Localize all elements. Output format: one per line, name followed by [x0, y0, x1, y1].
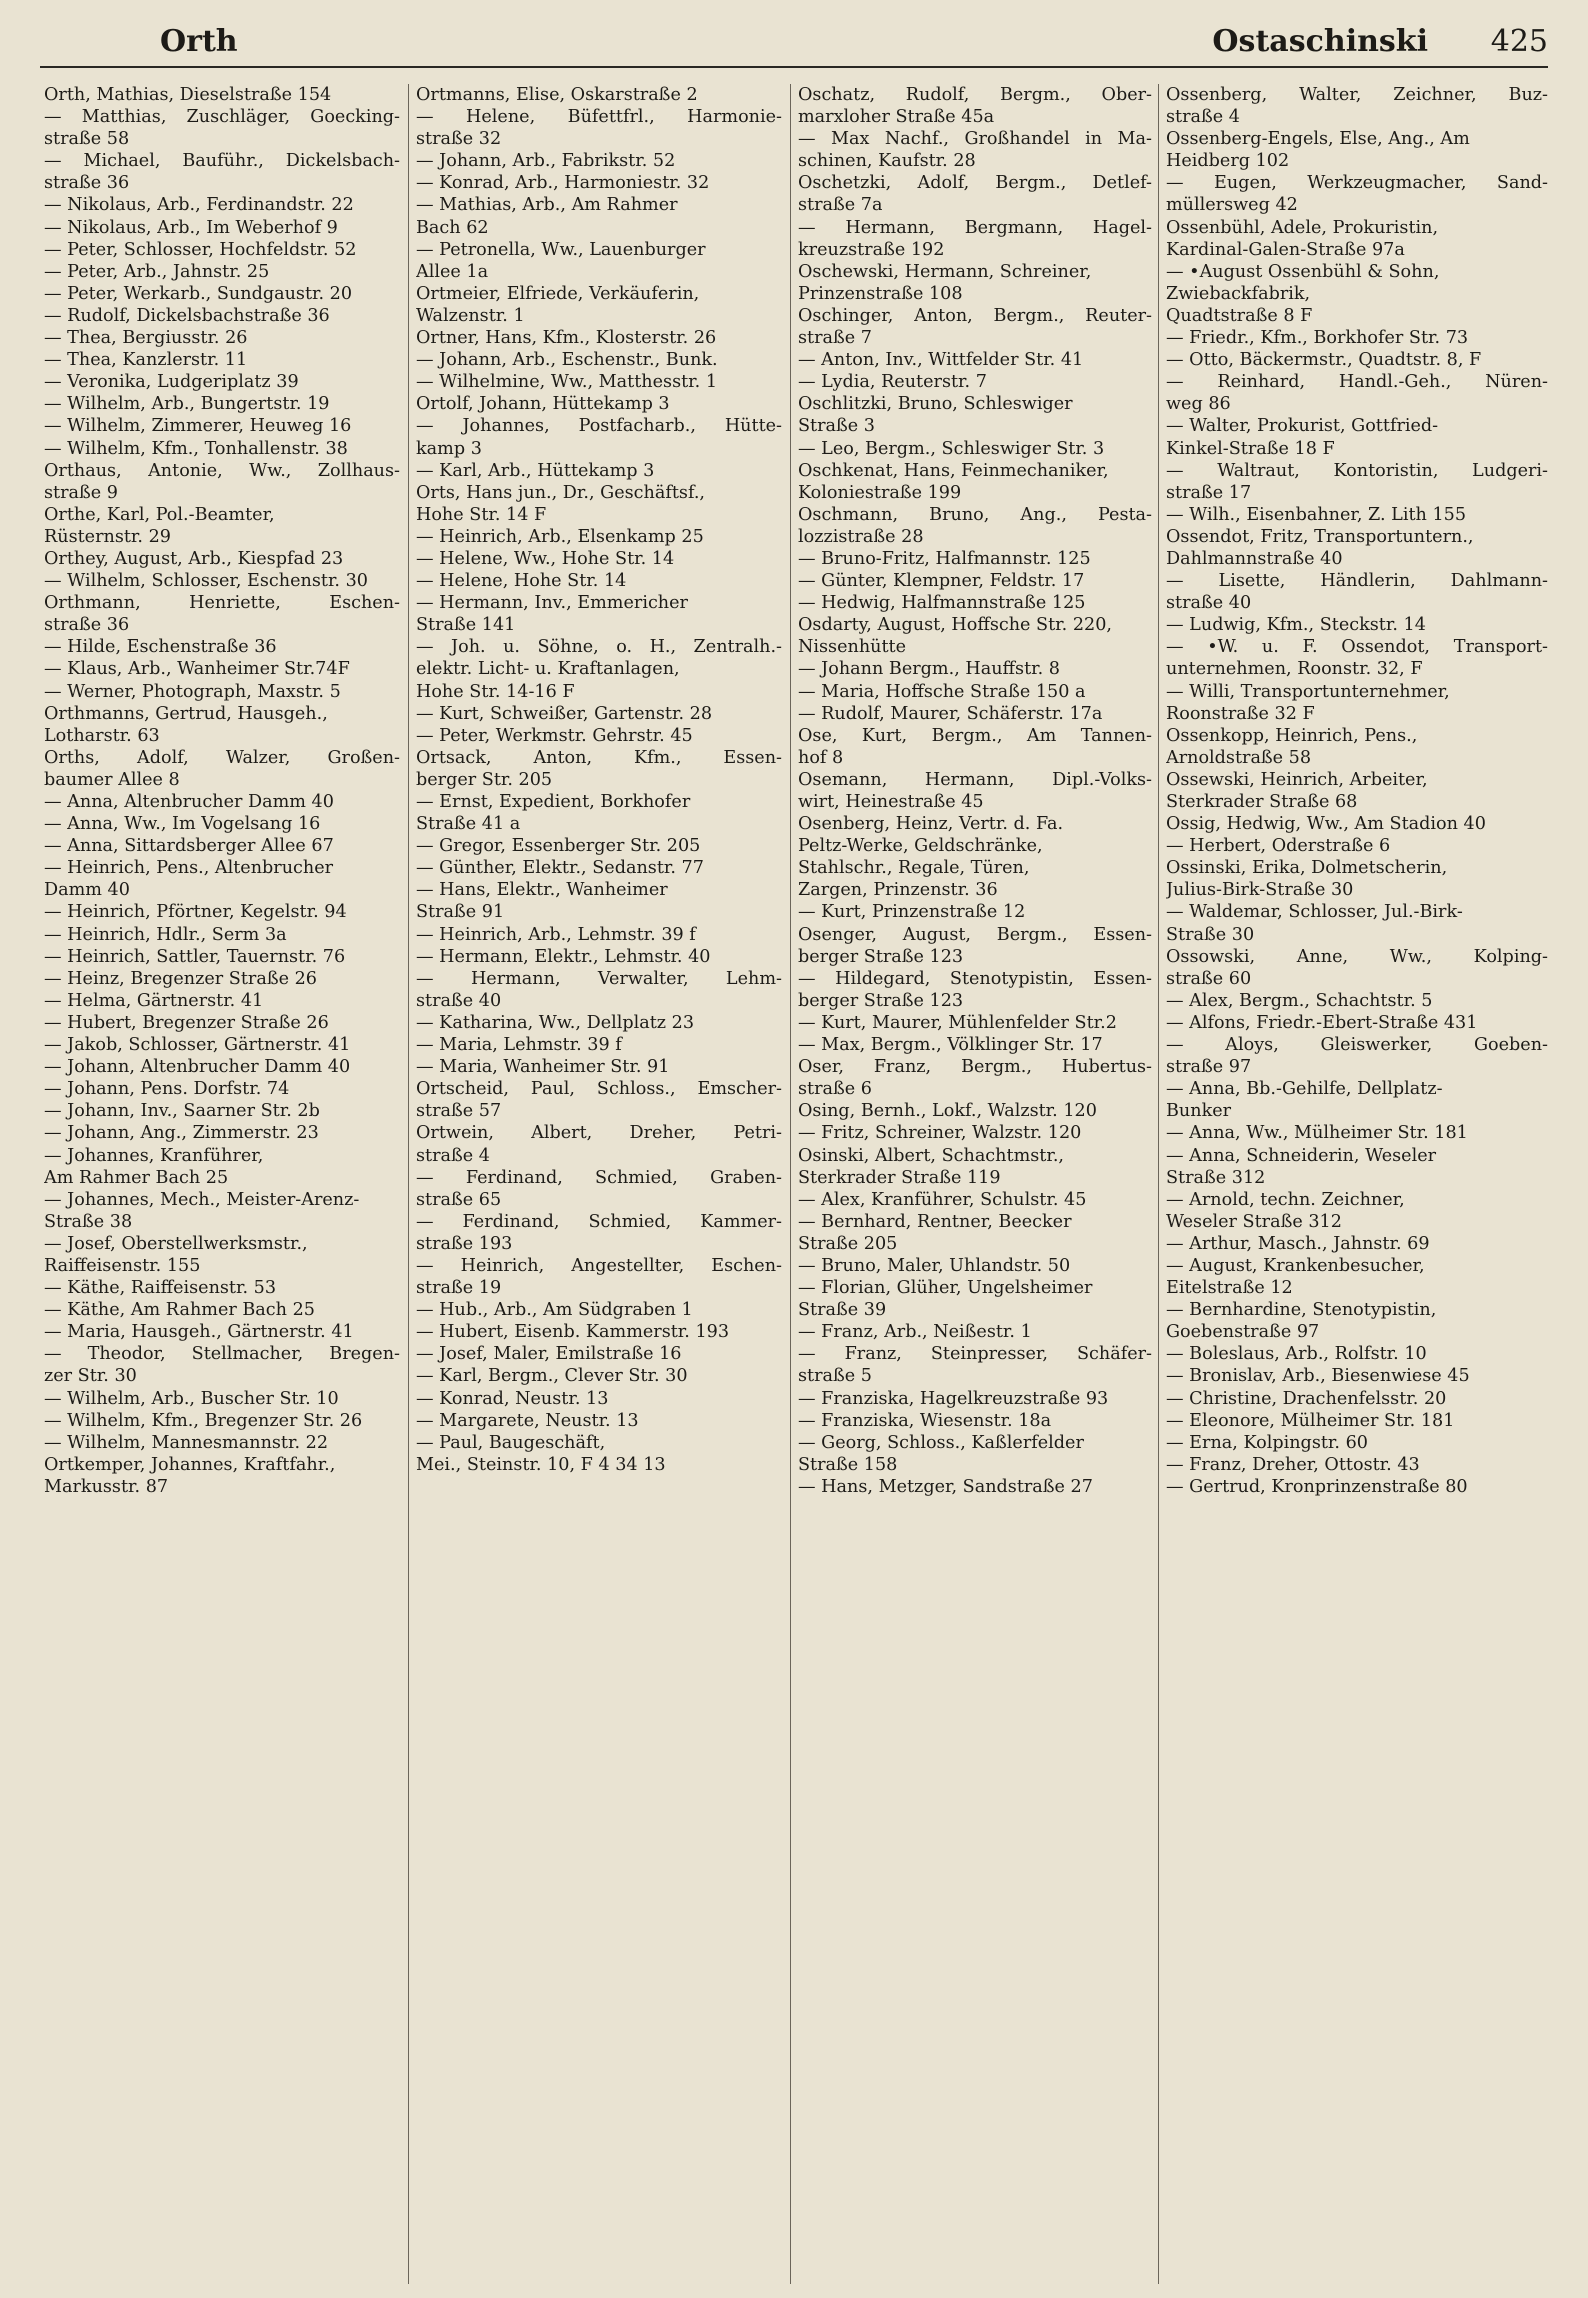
directory-entry-line: — Hub., Arb., Am Südgraben 1 — [416, 1300, 693, 1321]
directory-entry-line: — Hermann, Inv., Emmericher — [416, 593, 688, 614]
directory-entry-line: — Maria, Lehmstr. 39 f — [416, 1035, 622, 1056]
directory-entry-line: Straße 141 — [416, 615, 516, 636]
directory-entry-line: straße 97 — [1166, 1057, 1252, 1078]
directory-entry-line: Ossewski, Heinrich, Arbeiter, — [1166, 769, 1428, 790]
directory-entry-line: — Günther, Elektr., Sedanstr. 77 — [416, 858, 704, 879]
directory-entry-line: — Wilhelm, Arb., Buscher Str. 10 — [44, 1388, 339, 1409]
directory-entry-line: Osdarty, August, Hoffsche Str. 220, — [798, 615, 1112, 636]
directory-entry-line: Straße 41 a — [416, 814, 521, 835]
directory-entry-line: — Wilh., Eisenbahner, Z. Lith 155 — [1166, 504, 1467, 525]
directory-entry-line: Bach 62 — [416, 217, 489, 238]
directory-entry-line: — Ferdinand, Schmied, Kammer- — [416, 1211, 782, 1232]
directory-entry-line: — Gertrud, Kronprinzenstraße 80 — [1166, 1476, 1468, 1497]
directory-entry-line: — Christine, Drachenfelsstr. 20 — [1166, 1388, 1447, 1409]
directory-entry-line: weg 86 — [1166, 394, 1231, 415]
directory-entry-line: Kardinal-Galen-Straße 97a — [1166, 239, 1405, 260]
directory-entry-line: — Wilhelm, Arb., Bungertstr. 19 — [44, 394, 330, 415]
directory-entry-line: Ortsack, Anton, Kfm., Essen- — [416, 747, 782, 768]
directory-entry-line: straße 7 — [798, 328, 872, 349]
directory-entry-line: Orthey, August, Arb., Kiespfad 23 — [44, 548, 344, 569]
directory-entry-line: Oschinger, Anton, Bergm., Reuter- — [798, 305, 1152, 326]
directory-entry-line: Straße 91 — [416, 902, 505, 923]
directory-entry-line: müllersweg 42 — [1166, 195, 1298, 216]
directory-entry-line: — Peter, Schlosser, Hochfeldstr. 52 — [44, 239, 357, 260]
directory-entry-line: Arnoldstraße 58 — [1166, 747, 1312, 768]
directory-entry-line: — Johann, Altenbrucher Damm 40 — [44, 1057, 351, 1078]
directory-entry-line: — Franziska, Wiesenstr. 18a — [798, 1410, 1052, 1431]
directory-entry-line: — Alex, Bergm., Schachtstr. 5 — [1166, 990, 1433, 1011]
directory-entry-line: — Mathias, Arb., Am Rahmer — [416, 195, 678, 216]
directory-entry-line: — Heinrich, Hdlr., Serm 3a — [44, 924, 287, 945]
directory-entry-line: — Käthe, Am Rahmer Bach 25 — [44, 1300, 315, 1321]
directory-entry-line: — Werner, Photograph, Maxstr. 5 — [44, 681, 341, 702]
directory-entry-line: — Johannes, Mech., Meister-Arenz- — [44, 1189, 360, 1210]
directory-entry-line: — Johann, Inv., Saarner Str. 2b — [44, 1101, 320, 1122]
directory-entry-line: straße 6 — [798, 1079, 872, 1100]
directory-entry-line: Ortkemper, Johannes, Kraftfahr., — [44, 1454, 336, 1475]
directory-entry-line: — Johann, Pens. Dorfstr. 74 — [44, 1079, 290, 1100]
page-number: 425 — [1490, 24, 1548, 59]
directory-entry-line: — Anna, Schneiderin, Weseler — [1166, 1145, 1437, 1166]
directory-entry-line: — Helene, Hohe Str. 14 — [416, 571, 627, 592]
directory-entry-line: Oschkenat, Hans, Feinmechaniker, — [798, 460, 1109, 481]
directory-entry-line: — Josef, Oberstellwerksmstr., — [44, 1233, 308, 1254]
directory-entry-line: — Maria, Hausgeh., Gärtnerstr. 41 — [44, 1322, 354, 1343]
directory-entry-line: — Anna, Ww., Im Vogelsang 16 — [44, 814, 321, 835]
directory-entry-line: Oser, Franz, Bergm., Hubertus- — [798, 1057, 1152, 1078]
directory-entry-line: — Waltraut, Kontoristin, Ludgeri- — [1166, 460, 1548, 481]
directory-entry-line: — Klaus, Arb., Wanheimer Str.74F — [44, 659, 350, 680]
directory-entry-line: — Reinhard, Handl.-Geh., Nüren- — [1166, 372, 1548, 393]
directory-entry-line: — Friedr., Kfm., Borkhofer Str. 73 — [1166, 328, 1469, 349]
directory-entry-line: — Heinrich, Angestellter, Eschen- — [416, 1255, 782, 1276]
directory-entry-line: — Katharina, Ww., Dellplatz 23 — [416, 1012, 695, 1033]
directory-entry-line: straße 40 — [416, 990, 502, 1011]
directory-entry-line: — Heinrich, Sattler, Tauernstr. 76 — [44, 946, 346, 967]
directory-entry-line: Julius-Birk-Straße 30 — [1166, 880, 1354, 901]
directory-entry-line: — Waldemar, Schlosser, Jul.-Birk- — [1166, 902, 1463, 923]
directory-entry-line: Weseler Straße 312 — [1166, 1211, 1342, 1232]
directory-entry-line: baumer Allee 8 — [44, 769, 180, 790]
directory-entry-line: — Heinrich, Pens., Altenbrucher — [44, 858, 334, 879]
directory-entry-line: — •W. u. F. Ossendot, Transport- — [1166, 637, 1548, 658]
directory-entry-line: Oschlitzki, Bruno, Schleswiger — [798, 394, 1073, 415]
directory-entry-line: Oschewski, Hermann, Schreiner, — [798, 261, 1092, 282]
directory-entry-line: — Karl, Bergm., Clever Str. 30 — [416, 1366, 688, 1387]
directory-entry-line: Ossinski, Erika, Dolmetscherin, — [1166, 858, 1448, 879]
directory-entry-line: — Anna, Ww., Mülheimer Str. 181 — [1166, 1123, 1468, 1144]
directory-entry-line: Zwiebackfabrik, — [1166, 283, 1311, 304]
directory-entry-line: Orts, Hans jun., Dr., Geschäftsf., — [416, 482, 706, 503]
directory-entry-line: Koloniestraße 199 — [798, 482, 962, 503]
directory-entry-line: — Leo, Bergm., Schleswiger Str. 3 — [798, 438, 1105, 459]
directory-entry-line: — Johann, Arb., Eschenstr., Bunk. — [416, 350, 718, 371]
running-head-first-entry: Orth — [160, 24, 238, 59]
directory-entry-line: berger Straße 123 — [798, 946, 964, 967]
directory-column-3 — [798, 84, 1152, 2284]
directory-entry-line: — Alfons, Friedr.-Ebert-Straße 431 — [1166, 1012, 1478, 1033]
directory-entry-line: Orth, Mathias, Dieselstraße 154 — [44, 85, 332, 105]
directory-entry-line: straße 19 — [416, 1278, 502, 1299]
directory-entry-line: Oschmann, Bruno, Ang., Pesta- — [798, 504, 1152, 525]
directory-entry-line: — Anna, Sittardsberger Allee 67 — [44, 836, 334, 857]
directory-entry-line: kreuzstraße 192 — [798, 239, 945, 260]
directory-entry-line: Walzenstr. 1 — [416, 305, 525, 326]
directory-entry-line: — Hubert, Eisenb. Kammerstr. 193 — [416, 1322, 730, 1343]
directory-entry-line: Straße 3 — [798, 416, 875, 437]
directory-entry-line: straße 4 — [416, 1145, 490, 1166]
directory-entry-line: — Max, Bergm., Völklinger Str. 17 — [798, 1035, 1103, 1056]
directory-entry-line: Peltz-Werke, Geldschränke, — [798, 836, 1043, 857]
directory-entry-line: — Hildegard, Stenotypistin, Essen- — [798, 968, 1152, 989]
directory-entry-line: straße 17 — [1166, 482, 1252, 503]
directory-entry-line: — Franziska, Hagelkreuzstraße 93 — [798, 1388, 1109, 1409]
directory-entry-line: — Kurt, Prinzenstraße 12 — [798, 902, 1026, 923]
directory-entry-line: — Anton, Inv., Wittfelder Str. 41 — [798, 350, 1084, 371]
directory-entry-line: Ortwein, Albert, Dreher, Petri- — [416, 1123, 782, 1144]
directory-entry-line: — Hans, Metzger, Sandstraße 27 — [798, 1476, 1093, 1497]
directory-entry-line: schinen, Kaufstr. 28 — [798, 151, 976, 172]
directory-entry-line: Ossenberg-Engels, Else, Ang., Am — [1166, 129, 1470, 150]
directory-entry-line: — Arthur, Masch., Jahnstr. 69 — [1166, 1233, 1430, 1254]
directory-entry-line: straße 9 — [44, 482, 118, 503]
directory-entry-line: — Hermann, Elektr., Lehmstr. 40 — [416, 946, 711, 967]
directory-entry-line: elektr. Licht- u. Kraftanlagen, — [416, 659, 680, 680]
directory-entry-line: Orthmann, Henriette, Eschen- — [44, 593, 400, 614]
directory-entry-line: Stahlschr., Regale, Türen, — [798, 858, 1030, 879]
directory-entry-line: — Ludwig, Kfm., Steckstr. 14 — [1166, 615, 1426, 636]
directory-entry-line: — Hubert, Bregenzer Straße 26 — [44, 1012, 329, 1033]
directory-entry-line: Hohe Str. 14-16 F — [416, 681, 575, 702]
directory-entry-line: zer Str. 30 — [44, 1366, 137, 1387]
directory-entry-line: Ortmeier, Elfriede, Verkäuferin, — [416, 283, 700, 304]
directory-entry-line: — Eleonore, Mülheimer Str. 181 — [1166, 1410, 1455, 1431]
directory-entry-line: straße 5 — [798, 1366, 872, 1387]
directory-entry-line: Straße 39 — [798, 1300, 887, 1321]
directory-entry-line: — Johann, Ang., Zimmerstr. 23 — [44, 1123, 319, 1144]
directory-entry-line: — Boleslaus, Arb., Rolfstr. 10 — [1166, 1344, 1427, 1365]
column-divider — [1158, 84, 1159, 2284]
directory-entry-line: Orthe, Karl, Pol.-Beamter, — [44, 504, 275, 525]
directory-entry-line: — Peter, Werkarb., Sundgaustr. 20 — [44, 283, 353, 304]
directory-entry-line: — Helene, Ww., Hohe Str. 14 — [416, 548, 675, 569]
directory-entry-line: — Matthias, Zuschläger, Goecking- — [44, 107, 400, 128]
directory-entry-line: — Thea, Kanzlerstr. 11 — [44, 350, 248, 371]
directory-entry-line: Lotharstr. 63 — [44, 725, 160, 746]
directory-entry-line: — Georg, Schloss., Kaßlerfelder — [798, 1432, 1084, 1453]
directory-entry-line: Bunker — [1166, 1101, 1232, 1122]
directory-entry-line: straße 57 — [416, 1101, 502, 1122]
directory-entry-line: Osenger, August, Bergm., Essen- — [798, 924, 1152, 945]
directory-entry-line: straße 36 — [44, 615, 130, 636]
directory-entry-line: — Maria, Hoffsche Straße 150 a — [798, 681, 1086, 702]
directory-entry-line: — Franz, Steinpresser, Schäfer- — [798, 1344, 1152, 1365]
directory-entry-line: wirt, Heinestraße 45 — [798, 792, 984, 812]
directory-entry-line: Kinkel-Straße 18 F — [1166, 438, 1335, 459]
directory-entry-line: Sterkrader Straße 119 — [798, 1167, 1001, 1188]
directory-entry-line: straße 4 — [1166, 107, 1240, 128]
directory-entry-line: — Günter, Klempner, Feldstr. 17 — [798, 571, 1085, 592]
directory-entry-line: — Aloys, Gleiswerker, Goeben- — [1166, 1035, 1548, 1056]
page-header — [40, 22, 1548, 68]
directory-entry-line: Nissenhütte — [798, 637, 907, 658]
directory-entry-line: — Bronislav, Arb., Biesenwiese 45 — [1166, 1366, 1470, 1387]
directory-entry-line: Heidberg 102 — [1166, 151, 1290, 172]
directory-entry-line: berger Straße 123 — [798, 990, 964, 1011]
directory-entry-line: Dahlmannstraße 40 — [1166, 548, 1343, 569]
directory-entry-line: Rüsternstr. 29 — [44, 526, 171, 547]
directory-entry-line: — Kurt, Maurer, Mühlenfelder Str.2 — [798, 1012, 1117, 1033]
directory-entry-line: — Wilhelmine, Ww., Matthesstr. 1 — [416, 372, 718, 393]
directory-entry-line: — Wilhelm, Kfm., Bregenzer Str. 26 — [44, 1410, 363, 1431]
directory-entry-line: Goebenstraße 97 — [1166, 1322, 1320, 1343]
directory-entry-line: Ossenberg, Walter, Zeichner, Buz- — [1166, 85, 1548, 105]
directory-entry-line: — Anna, Bb.-Gehilfe, Dellplatz- — [1166, 1079, 1443, 1100]
directory-entry-line: — Heinz, Bregenzer Straße 26 — [44, 968, 317, 989]
directory-entry-line: Sterkrader Straße 68 — [1166, 792, 1358, 812]
directory-entry-line: — Lisette, Händlerin, Dahlmann- — [1166, 571, 1548, 592]
directory-entry-line: — Rudolf, Maurer, Schäferstr. 17a — [798, 703, 1103, 724]
directory-entry-line: — Hedwig, Halfmannstraße 125 — [798, 593, 1086, 614]
directory-column-4 — [1166, 84, 1548, 2284]
directory-entry-line: — Franz, Arb., Neißestr. 1 — [798, 1322, 1032, 1343]
directory-entry-line: — Alex, Kranführer, Schulstr. 45 — [798, 1189, 1087, 1210]
directory-entry-line: — Karl, Arb., Hüttekamp 3 — [416, 460, 655, 481]
directory-entry-line: — Walter, Prokurist, Gottfried- — [1166, 416, 1439, 437]
directory-entry-line: straße 60 — [1166, 968, 1252, 989]
directory-entry-line: — Ernst, Expedient, Borkhofer — [416, 792, 691, 812]
directory-entry-line: Straße 38 — [44, 1211, 133, 1232]
directory-entry-line: — Johann, Arb., Fabrikstr. 52 — [416, 151, 676, 172]
directory-entry-line: — Ferdinand, Schmied, Graben- — [416, 1167, 782, 1188]
directory-entry-line: Hohe Str. 14 F — [416, 504, 547, 525]
directory-entry-line: hof 8 — [798, 747, 844, 768]
directory-entry-line: — Bernhardine, Stenotypistin, — [1166, 1300, 1437, 1321]
directory-entry-line: — Erna, Kolpingstr. 60 — [1166, 1432, 1368, 1453]
directory-entry-line: Ose, Kurt, Bergm., Am Tannen- — [798, 725, 1152, 746]
directory-entry-line: — Hilde, Eschenstraße 36 — [44, 637, 277, 658]
directory-entry-line: — Nikolaus, Arb., Ferdinandstr. 22 — [44, 195, 354, 216]
directory-entry-line: Ossenbühl, Adele, Prokuristin, — [1166, 217, 1439, 238]
directory-entry-line: Prinzenstraße 108 — [798, 283, 963, 304]
directory-entry-line: — Franz, Dreher, Ottostr. 43 — [1166, 1454, 1420, 1475]
directory-entry-line: — Konrad, Neustr. 13 — [416, 1388, 609, 1409]
directory-entry-line: Ossenkopp, Heinrich, Pens., — [1166, 725, 1418, 746]
directory-entry-line: — Gregor, Essenberger Str. 205 — [416, 836, 701, 857]
directory-entry-line: — Theodor, Stellmacher, Bregen- — [44, 1344, 400, 1365]
directory-entry-line: — Eugen, Werkzeugmacher, Sand- — [1166, 173, 1548, 194]
directory-entry-line: — Herbert, Oderstraße 6 — [1166, 836, 1391, 857]
directory-entry-line: straße 40 — [1166, 593, 1252, 614]
directory-entry-line: Oschatz, Rudolf, Bergm., Ober- — [798, 85, 1152, 105]
directory-entry-line: — Peter, Arb., Jahnstr. 25 — [44, 261, 270, 282]
directory-columns — [44, 84, 1548, 2284]
directory-entry-line: Am Rahmer Bach 25 — [44, 1167, 229, 1188]
directory-entry-line: — Hans, Elektr., Wanheimer — [416, 880, 668, 901]
directory-entry-line: Ossendot, Fritz, Transportuntern., — [1166, 526, 1474, 547]
directory-entry-line: — Konrad, Arb., Harmoniestr. 32 — [416, 173, 710, 194]
directory-entry-line: — Nikolaus, Arb., Im Weberhof 9 — [44, 217, 338, 238]
directory-entry-line: — Johannes, Postfacharb., Hütte- — [416, 416, 782, 437]
directory-entry-line: Orthmanns, Gertrud, Hausgeh., — [44, 703, 328, 724]
directory-entry-line: Quadtstraße 8 F — [1166, 305, 1313, 326]
directory-entry-line: — Wilhelm, Mannesmannstr. 22 — [44, 1432, 329, 1453]
directory-entry-line: — Wilhelm, Kfm., Tonhallenstr. 38 — [44, 438, 348, 459]
directory-entry-line: — Max Nachf., Großhandel in Ma- — [798, 129, 1152, 150]
directory-entry-line: Orths, Adolf, Walzer, Großen- — [44, 747, 400, 768]
directory-entry-line: Ossowski, Anne, Ww., Kolping- — [1166, 946, 1548, 967]
directory-entry-line: Roonstraße 32 F — [1166, 703, 1315, 724]
directory-entry-line: Ortolf, Johann, Hüttekamp 3 — [416, 394, 670, 415]
directory-entry-line: — Hermann, Verwalter, Lehm- — [416, 968, 782, 989]
directory-entry-line: — Wilhelm, Schlosser, Eschenstr. 30 — [44, 571, 368, 592]
directory-entry-line: — Bruno-Fritz, Halfmannstr. 125 — [798, 548, 1091, 569]
directory-entry-line: Mei., Steinstr. 10, F 4 34 13 — [416, 1454, 666, 1475]
directory-entry-line: unternehmen, Roonstr. 32, F — [1166, 659, 1423, 680]
directory-entry-line: berger Str. 205 — [416, 769, 553, 790]
directory-entry-line: straße 7a — [798, 195, 883, 216]
directory-entry-line: Ortmanns, Elise, Oskarstraße 2 — [416, 85, 698, 105]
directory-entry-line: Ortner, Hans, Kfm., Klosterstr. 26 — [416, 328, 717, 349]
directory-entry-line: — Jakob, Schlosser, Gärtnerstr. 41 — [44, 1035, 351, 1056]
directory-entry-line: — Rudolf, Dickelsbachstraße 36 — [44, 305, 330, 326]
running-head-last-entry: Ostaschinski — [1212, 24, 1428, 59]
directory-entry-line: Straße 312 — [1166, 1167, 1266, 1188]
directory-entry-line: — Paul, Baugeschäft, — [416, 1432, 606, 1453]
directory-entry-line: — Johann Bergm., Hauffstr. 8 — [798, 659, 1060, 680]
directory-entry-line: — Petronella, Ww., Lauenburger — [416, 239, 706, 260]
directory-entry-line: Damm 40 — [44, 880, 130, 901]
directory-entry-line: kamp 3 — [416, 438, 482, 459]
directory-entry-line: Osenberg, Heinz, Vertr. d. Fa. — [798, 814, 1064, 835]
directory-entry-line: — Maria, Wanheimer Str. 91 — [416, 1057, 670, 1078]
directory-entry-line: marxloher Straße 45a — [798, 107, 995, 128]
directory-entry-line: — Helene, Büfettfrl., Harmonie- — [416, 107, 782, 128]
directory-entry-line: Allee 1a — [416, 261, 489, 282]
directory-entry-line: — Fritz, Schreiner, Walzstr. 120 — [798, 1123, 1082, 1144]
directory-column-2 — [416, 84, 782, 2284]
directory-entry-line: — Kurt, Schweißer, Gartenstr. 28 — [416, 703, 713, 724]
directory-entry-line: lozzistraße 28 — [798, 526, 924, 547]
directory-entry-line: Eitelstraße 12 — [1166, 1278, 1293, 1299]
directory-entry-line: — August, Krankenbesucher, — [1166, 1255, 1425, 1276]
directory-entry-line: — Bruno, Maler, Uhlandstr. 50 — [798, 1255, 1071, 1276]
directory-entry-line: — Joh. u. Söhne, o. H., Zentralh.- — [416, 637, 782, 658]
directory-entry-line: — Käthe, Raiffeisenstr. 53 — [44, 1278, 277, 1299]
directory-entry-line: — Margarete, Neustr. 13 — [416, 1410, 639, 1431]
directory-entry-line: Oschetzki, Adolf, Bergm., Detlef- — [798, 173, 1152, 194]
directory-entry-line: — Heinrich, Arb., Elsenkamp 25 — [416, 526, 704, 547]
directory-entry-line: — Otto, Bäckermstr., Quadtstr. 8, F — [1166, 350, 1482, 371]
directory-entry-line: — Peter, Werkmstr. Gehrstr. 45 — [416, 725, 693, 746]
directory-entry-line: — Arnold, techn. Zeichner, — [1166, 1189, 1405, 1210]
column-divider — [408, 84, 409, 2284]
directory-entry-line: Raiffeisenstr. 155 — [44, 1255, 201, 1276]
directory-entry-line: Straße 30 — [1166, 924, 1255, 945]
directory-entry-line: — Thea, Bergiusstr. 26 — [44, 328, 248, 349]
directory-entry-line: straße 65 — [416, 1189, 502, 1210]
directory-entry-line: — Veronika, Ludgeriplatz 39 — [44, 372, 299, 393]
directory-entry-line: — Helma, Gärtnerstr. 41 — [44, 990, 264, 1011]
directory-entry-line: — Bernhard, Rentner, Beecker — [798, 1211, 1072, 1232]
directory-entry-line: — Josef, Maler, Emilstraße 16 — [416, 1344, 682, 1365]
directory-entry-line: — Anna, Altenbrucher Damm 40 — [44, 792, 334, 812]
directory-entry-line: Orthaus, Antonie, Ww., Zollhaus- — [44, 460, 400, 481]
directory-entry-line: Osinski, Albert, Schachtmstr., — [798, 1145, 1065, 1166]
directory-entry-line: — Johannes, Kranführer, — [44, 1145, 264, 1166]
directory-entry-line: Ossig, Hedwig, Ww., Am Stadion 40 — [1166, 814, 1486, 835]
directory-entry-line: — Heinrich, Arb., Lehmstr. 39 f — [416, 924, 696, 945]
directory-entry-line: Osemann, Hermann, Dipl.-Volks- — [798, 769, 1152, 790]
directory-entry-line: Markusstr. 87 — [44, 1476, 169, 1497]
directory-entry-line: Straße 205 — [798, 1233, 898, 1254]
directory-entry-line: Zargen, Prinzenstr. 36 — [798, 880, 998, 901]
directory-entry-line: straße 193 — [416, 1233, 513, 1254]
directory-entry-line: straße 58 — [44, 129, 130, 150]
directory-entry-line: straße 32 — [416, 129, 502, 150]
column-divider — [790, 84, 791, 2284]
directory-entry-line: — Florian, Glüher, Ungelsheimer — [798, 1278, 1093, 1299]
directory-entry-line: straße 36 — [44, 173, 130, 194]
directory-entry-line: Straße 158 — [798, 1454, 898, 1475]
directory-column-1 — [44, 84, 400, 2284]
directory-entry-line: — Michael, Bauführ., Dickelsbach- — [44, 151, 400, 172]
directory-entry-line: — Heinrich, Pförtner, Kegelstr. 94 — [44, 902, 347, 923]
directory-entry-line: — Wilhelm, Zimmerer, Heuweg 16 — [44, 416, 352, 437]
directory-entry-line: — •August Ossenbühl & Sohn, — [1166, 261, 1440, 282]
directory-entry-line: Ortscheid, Paul, Schloss., Emscher- — [416, 1079, 782, 1100]
directory-entry-line: — Lydia, Reuterstr. 7 — [798, 372, 987, 393]
directory-entry-line: — Willi, Transportunternehmer, — [1166, 681, 1450, 702]
directory-entry-line: — Hermann, Bergmann, Hagel- — [798, 217, 1152, 238]
directory-entry-line: Osing, Bernh., Lokf., Walzstr. 120 — [798, 1101, 1097, 1122]
